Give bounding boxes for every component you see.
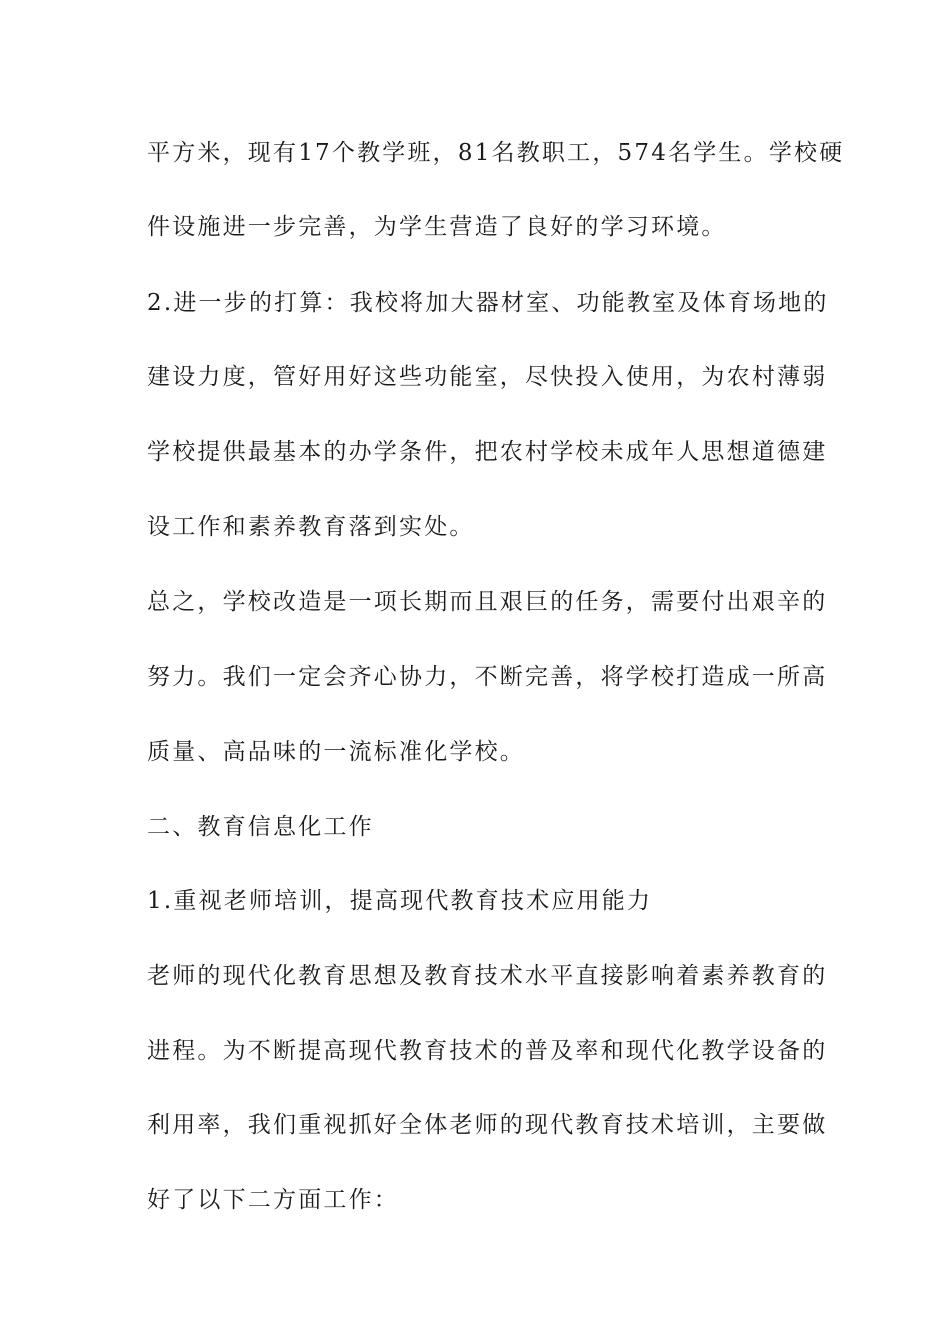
- text-line: 好了以下二方面工作：: [147, 1187, 399, 1213]
- text-line: 件设施进一步完善，为学生营造了良好的学习环境。: [147, 214, 727, 240]
- text-line: 进程。为不断提高现代教育技术的普及率和现代化教学设备的: [147, 1038, 828, 1064]
- text-line: 质量、高品味的一流标准化学校。: [147, 739, 525, 765]
- text-line: 老师的现代化教育思想及教育技术水平直接影响着素养教育的: [147, 963, 828, 989]
- text-line: 平方米，现有17个教学班，81名教职工，574名学生。学校硬: [147, 140, 845, 166]
- text-line: 2.进一步的打算：我校将加大器材室、功能教室及体育场地的: [147, 290, 829, 316]
- text-line: 利用率，我们重视抓好全体老师的现代教育技术培训，主要做: [147, 1112, 828, 1138]
- subsection-heading: 1.重视老师培训，提高现代教育技术应用能力: [147, 888, 653, 914]
- text-line: 学校提供最基本的办学条件，把农村学校未成年人思想道德建: [147, 439, 828, 465]
- text-line: 设工作和素养教育落到实处。: [147, 514, 475, 540]
- text-line: 努力。我们一定会齐心协力，不断完善，将学校打造成一所高: [147, 664, 828, 690]
- section-heading: 二、教育信息化工作: [147, 814, 374, 840]
- text-line: 建设力度，管好用好这些功能室，尽快投入使用，为农村薄弱: [147, 364, 828, 390]
- text-line: 总之，学校改造是一项长期而且艰巨的任务，需要付出艰辛的: [147, 589, 828, 615]
